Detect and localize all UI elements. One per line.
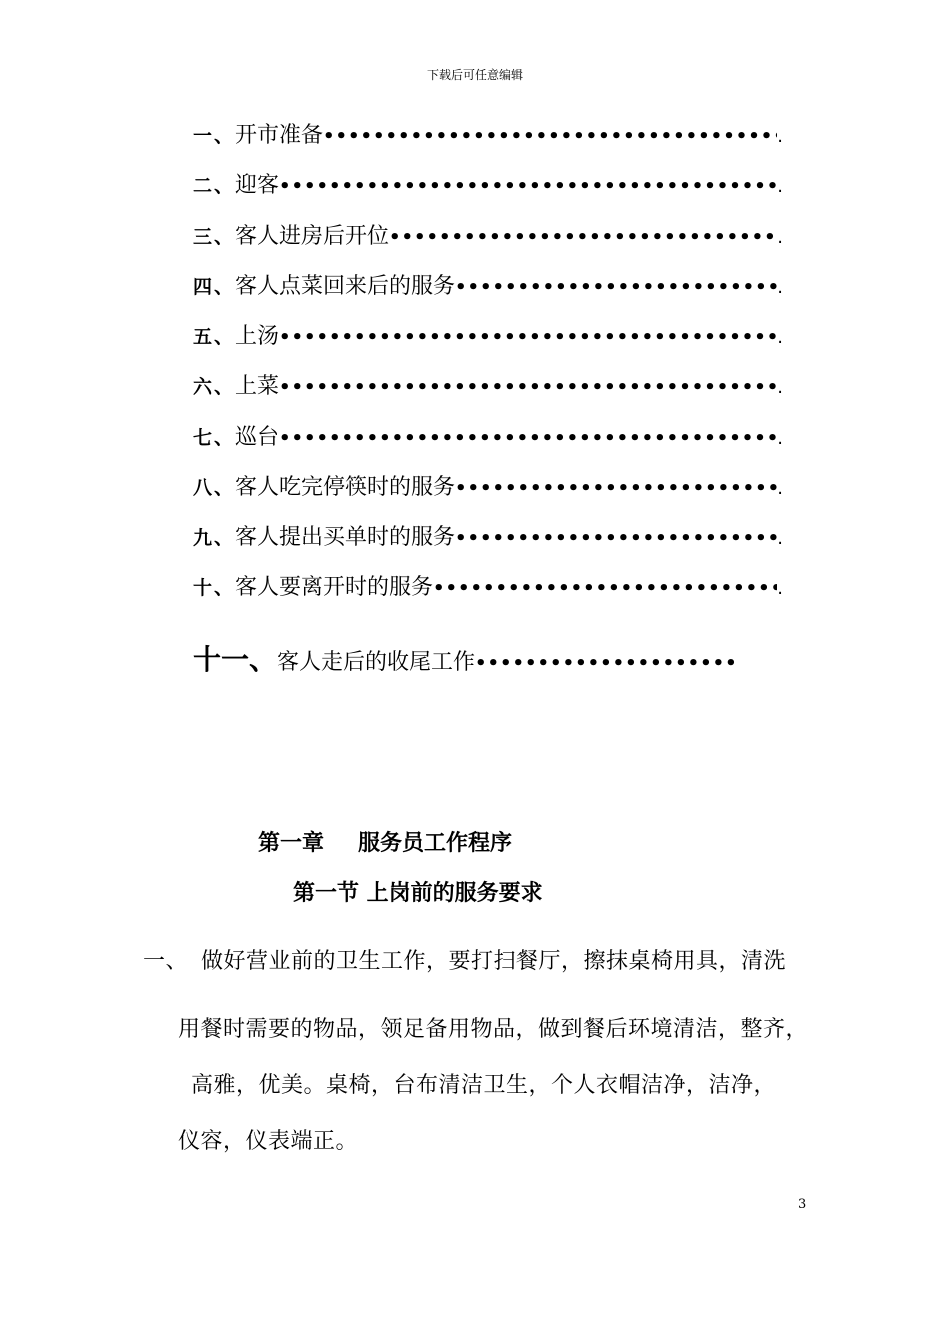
toc-leader-dots xyxy=(389,227,777,248)
toc-item-end: . xyxy=(777,478,783,499)
toc-item xyxy=(193,219,783,249)
toc-item-number: 七、 xyxy=(193,427,236,449)
toc-item xyxy=(193,520,783,550)
toc-item-title: 客人提出买单时的服务 xyxy=(235,525,456,550)
toc-item-number: 五、 xyxy=(193,326,236,348)
toc-item-number: 一、 xyxy=(193,125,236,147)
toc-item xyxy=(193,420,783,450)
toc-item-title: 客人吃完停筷时的服务 xyxy=(235,475,456,500)
chapter-heading xyxy=(258,826,512,857)
chapter-label: 第一章 xyxy=(258,831,325,856)
paragraph-line xyxy=(143,944,786,975)
toc-item-title: 客人点菜回来后的服务 xyxy=(235,274,456,299)
toc-item-title: 迎客 xyxy=(235,173,280,198)
toc-item xyxy=(193,570,783,600)
toc-leader-dots xyxy=(279,327,777,348)
paragraph-line: 仪容，仪表端正。 xyxy=(178,1129,359,1154)
toc-item-title: 巡台 xyxy=(235,425,280,450)
toc-item-end: . xyxy=(777,578,783,599)
toc-item-end: . xyxy=(777,277,783,298)
toc-item-number: 八、 xyxy=(193,477,236,499)
chapter-title: 服务员工作程序 xyxy=(358,831,513,856)
toc-item-number: 四、 xyxy=(193,276,236,298)
toc-leader-dots xyxy=(279,176,777,197)
paragraph-line: 用餐时需要的物品，领足备用物品，做到餐后环境清洁，整齐， xyxy=(178,1017,809,1042)
toc-leader-dots xyxy=(455,528,777,549)
toc-item-title: 上汤 xyxy=(235,324,280,349)
toc-item-title: 开市准备 xyxy=(235,123,324,148)
toc-item-end: . xyxy=(777,176,783,197)
toc-item xyxy=(193,118,783,148)
toc-item-end: . xyxy=(777,126,783,147)
toc-item-number: 三、 xyxy=(193,226,236,248)
toc-item-end: . xyxy=(777,377,783,398)
paragraph-number: 一、 xyxy=(143,949,189,974)
paragraph-text: 做好营业前的卫生工作，要打扫餐厅，擦抹桌椅用具，清洗 xyxy=(201,949,787,974)
section-heading: 第一节 上岗前的服务要求 xyxy=(293,881,543,906)
toc-leader-dots xyxy=(279,428,777,449)
toc-item-number: 六、 xyxy=(193,376,236,398)
toc-leader-dots xyxy=(475,653,738,674)
toc-item-title: 客人要离开时的服务 xyxy=(235,575,434,600)
toc-item-title: 客人进房后开位 xyxy=(235,224,390,249)
page-number: 3 xyxy=(798,1197,807,1212)
paragraph-line: 高雅，优美。桌椅，台布清洁卫生，个人衣帽洁净，洁净， xyxy=(191,1073,777,1098)
page-header: 下载后可任意编辑 xyxy=(426,68,523,82)
toc-item-end: . xyxy=(777,428,783,449)
toc-leader-dots xyxy=(323,126,777,147)
toc-item-end: . xyxy=(777,528,783,549)
toc-item xyxy=(193,638,738,676)
toc-item xyxy=(193,319,783,349)
toc-leader-dots xyxy=(455,277,777,298)
toc-item-number: 十、 xyxy=(193,577,236,599)
toc-item-title: 上菜 xyxy=(235,374,280,399)
toc-leader-dots xyxy=(279,377,777,398)
toc-item-number: 九、 xyxy=(193,527,236,549)
toc-item xyxy=(193,470,783,500)
toc-item xyxy=(193,168,783,198)
toc-item-end: . xyxy=(777,327,783,348)
toc-leader-dots xyxy=(433,578,777,599)
toc-leader-dots xyxy=(455,478,777,499)
toc-item-number: 十一、 xyxy=(193,643,278,676)
toc-item xyxy=(193,369,783,399)
toc-item-number: 二、 xyxy=(193,175,236,197)
toc-item-end: . xyxy=(777,227,783,248)
toc-item xyxy=(193,269,783,299)
toc-item-title: 客人走后的收尾工作 xyxy=(277,650,476,675)
